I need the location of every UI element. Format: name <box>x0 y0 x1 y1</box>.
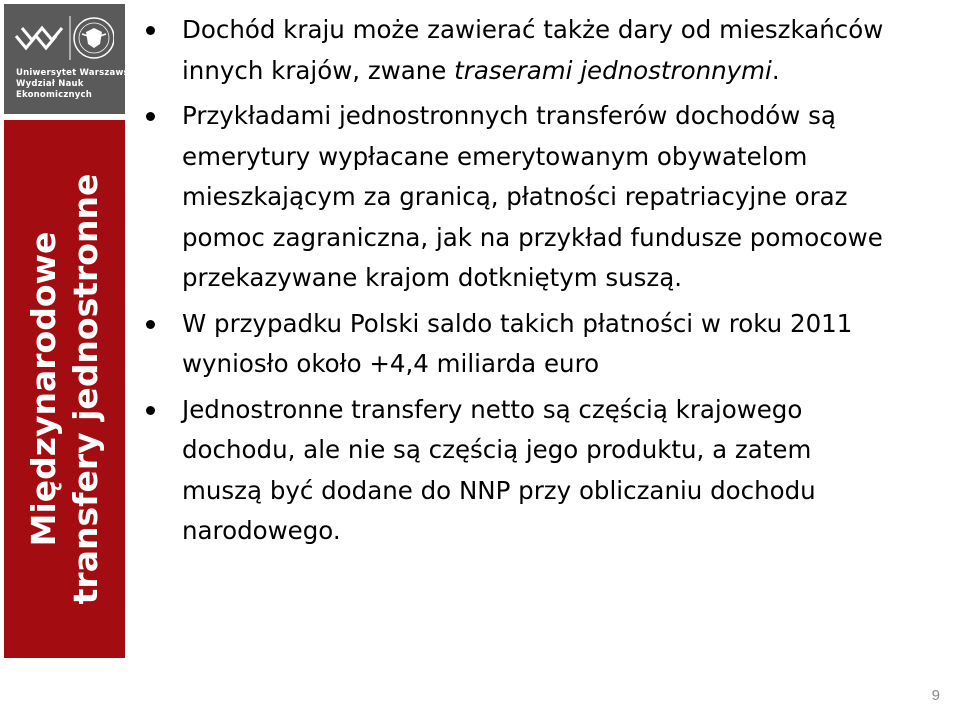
bullet-1-line-2-text: innych krajów, zwane <box>182 55 455 85</box>
bullet-1-emphasis: traserami jednostronnymi <box>454 55 772 85</box>
bullet-item-2 <box>140 96 955 299</box>
bullet-2-line-4: pomoc zagraniczna, jak na przykład fundusze pomocowe <box>182 222 883 252</box>
logo-text <box>16 68 138 101</box>
bullet-2-line-2: emerytury wypłacane emerytowanym obywatelom <box>182 141 808 171</box>
bullet-dot-icon <box>146 112 155 121</box>
bullet-4-line-3: muszą być dodane do NNP przy obliczaniu dochodu <box>182 475 816 505</box>
university-logo <box>4 4 138 114</box>
bullet-2-line-1: Przykładami jednostronnych transferów dochodów są <box>182 101 836 130</box>
logo-wave-icon <box>14 14 114 64</box>
bullet-1-line-2 <box>182 51 955 92</box>
bullet-list <box>140 10 955 557</box>
bullet-1-line-1: Dochód kraju może zawierać także dary od mieszkańców <box>182 15 884 44</box>
bullet-2-line-5: przekazywane krajom dotkniętym suszą. <box>182 263 683 292</box>
page-number: 9 <box>931 687 940 704</box>
bullet-3-line-2: wyniosło około +4,4 miliarda euro <box>182 349 600 378</box>
bullet-item-1 <box>140 10 955 91</box>
bullet-item-3 <box>140 304 955 385</box>
bullet-dot-icon <box>146 320 155 329</box>
bullet-4-line-4: narodowego. <box>182 516 341 545</box>
side-title-band <box>4 120 125 658</box>
bullet-4-line-2: dochodu, ale nie są częścią jego produktu, a zatem <box>182 435 812 464</box>
bullet-3-line-1: W przypadku Polski saldo takich płatności w roku 2011 <box>182 308 853 338</box>
side-title-line-1: Międzynarodowe <box>23 231 63 547</box>
bullet-dot-icon <box>146 406 155 415</box>
logo-line-university: Uniwersytet Warszawski <box>16 68 138 78</box>
logo-line-faculty: Wydział Nauk <box>16 79 84 89</box>
bullet-1-tail: . <box>771 55 780 85</box>
logo-line-economics: Ekonomicznych <box>16 90 92 100</box>
bullet-dot-icon <box>146 26 155 35</box>
side-title <box>23 129 107 649</box>
side-title-line-2: transfery jednostronne <box>65 173 105 605</box>
bullet-2-line-3: mieszkającym za granicą, płatności repatriacyjne oraz <box>182 182 848 211</box>
bullet-item-4 <box>140 390 955 552</box>
bullet-4-line-1: Jednostronne transfery netto są częścią krajowego <box>182 394 803 424</box>
